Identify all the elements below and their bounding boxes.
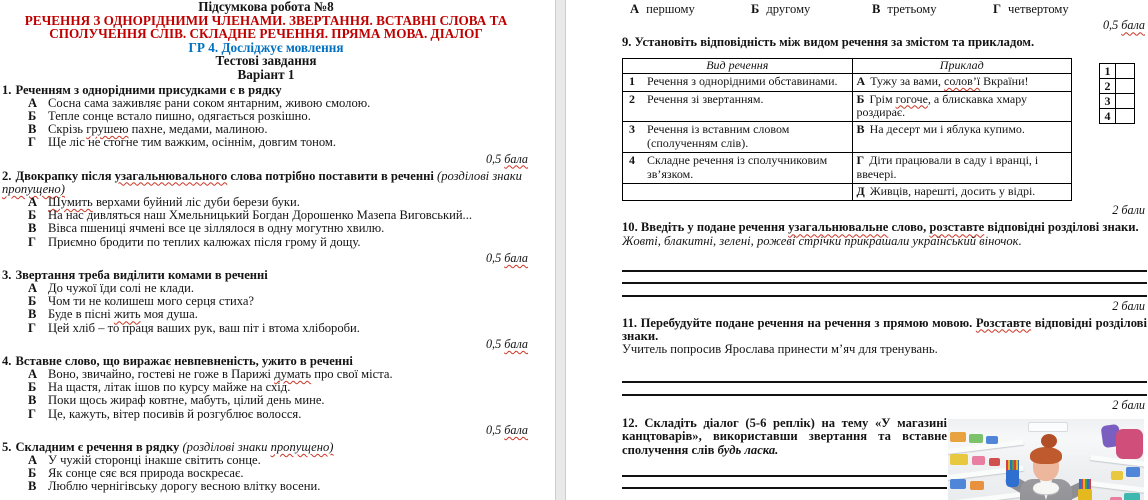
blank-answer-line bbox=[622, 369, 1147, 383]
matching-table-row: 2 Речення зі звертанням. Б Грім гогоче, а блискавка хмару роздирає. bbox=[623, 91, 1072, 122]
photo-girl-hair-bun bbox=[1041, 434, 1057, 448]
matching-table-row: 3 Речення із вставним словом (сполученням слів). В На десерт ми і яблука купимо. bbox=[623, 122, 1072, 153]
answer-grid-cell bbox=[1116, 108, 1135, 123]
answer-option: Б другому bbox=[751, 2, 811, 16]
question-11-sentence: Учитель попросив Ярослава принести м’яч для тренувань. bbox=[622, 342, 938, 357]
matching-table-header-kind: Вид речення bbox=[623, 58, 853, 73]
question-prompt: 2. Двокрапку після узагальнювального слова потрібно поставити в реченні (розділові знаки пропущено) bbox=[2, 168, 522, 196]
answer-option: В Вівса пшениці ячмені все це зіллялося в одну могутню хвилю. bbox=[28, 221, 385, 236]
answer-grid: 1 2 3 4 bbox=[1099, 63, 1135, 124]
matching-table-row: Д Живців, нарешті, досить у відрі. bbox=[623, 184, 1072, 201]
question-8-options-row bbox=[622, 0, 1147, 16]
question-10-prompt: 10. Введіть у подане речення узагальнювальне слово, розставте відповідні розділові знаки. bbox=[622, 220, 1139, 235]
answer-option: Г Ще ліс не стогне тим важким, осіннім, довгим тоном. bbox=[28, 135, 337, 150]
matching-table bbox=[622, 58, 1072, 202]
answer-option: Б На щастя, літак ішов по курсу майже на схід. bbox=[28, 380, 291, 395]
photo-blue-cup bbox=[1006, 470, 1019, 487]
answer-option: Б Тепле сонце встало пишно, одягається розкішно. bbox=[28, 108, 311, 123]
doc-topic-heading: РЕЧЕННЯ З ОДНОРІДНИМИ ЧЛЕНАМИ. ЗВЕРТАННЯ. ВСТАВНІ СЛОВА ТА СПОЛУЧЕННЯ СЛІВ. СКЛАДНЕ РЕЧЕННЯ. ПРЯМА МОВА. ДІАЛОГ bbox=[24, 12, 508, 42]
photo-item bbox=[1124, 493, 1140, 500]
answer-option: В третьому bbox=[872, 2, 937, 16]
photo-item bbox=[989, 458, 1000, 466]
score-label: 2 бали bbox=[1112, 298, 1145, 313]
photo-shelf bbox=[948, 492, 1024, 500]
answer-option: Г Це, кажуть, вітер посивів й розгублює волосся. bbox=[28, 406, 302, 421]
answer-blanks bbox=[622, 259, 1147, 296]
photo-girl-hair bbox=[1030, 447, 1062, 464]
answer-option: А До чужої їди солі не клади. bbox=[28, 281, 195, 295]
doc-title: Підсумкова робота №8 bbox=[198, 0, 334, 14]
photo-yellow-cup bbox=[1078, 489, 1092, 500]
blank-answer-line bbox=[622, 259, 1147, 271]
answer-option: А Воно, звичайно, гостеві не гоже в Парижі думать про свої міста. bbox=[28, 367, 393, 382]
photo-backpack bbox=[1116, 429, 1143, 459]
photo-item bbox=[972, 456, 985, 465]
photo-item bbox=[969, 434, 983, 443]
matching-table-row: 4 Складне речення із сполучниковим зв’язком. Г Діти працювали в саду і вранці, і ввечері. bbox=[623, 153, 1072, 184]
photo-ceiling-light bbox=[1028, 422, 1068, 432]
score-label: 2 бали bbox=[1112, 203, 1145, 218]
answer-option: Б На нас дивляться наш Хмельницький Богдан Дорошенко Мазепа Виговський... bbox=[28, 208, 472, 223]
question bbox=[2, 269, 530, 351]
answer-option: А У чужій сторонці інакше світить сонце. bbox=[28, 453, 261, 468]
page-divider bbox=[555, 0, 566, 500]
question-9-prompt: 9. Установіть відповідність між видом речення за змістом та прикладом. bbox=[622, 35, 1035, 50]
answer-blanks bbox=[622, 369, 1147, 396]
photo-girl-bow bbox=[1033, 482, 1059, 494]
photo-item bbox=[1126, 467, 1140, 477]
stationery-store-photo bbox=[948, 419, 1144, 500]
answer-option: В Поки щось жираф ковтне, мабуть, цілий день мине. bbox=[28, 393, 325, 408]
left-page bbox=[2, 0, 530, 494]
question bbox=[2, 441, 530, 494]
answer-option: В Скрізь грушею пахне, медами, малиною. bbox=[28, 122, 268, 137]
question bbox=[2, 355, 530, 437]
question-11-prompt: 11. Перебудуйте подане речення на речення з прямою мовою. Розставте відповідні розділові знаки. bbox=[622, 315, 1147, 344]
blank-answer-line bbox=[622, 477, 947, 490]
score-label: 2 бали bbox=[1112, 398, 1145, 413]
question-9-body bbox=[622, 58, 1147, 202]
answer-option: В Люблю чернігівську дорогу весною влітку восени. bbox=[28, 479, 321, 494]
question-prompt: 5. Складним є речення в рядку (розділові знаки пропущено) bbox=[2, 439, 334, 454]
photo-item bbox=[970, 481, 984, 490]
answer-blanks bbox=[622, 464, 947, 500]
doc-section-heading: Тестові завдання bbox=[215, 53, 317, 69]
question-12-block bbox=[622, 416, 1147, 500]
questions-list bbox=[2, 84, 530, 494]
answer-option: Г Цей хліб – то праця ваших рук, ваш піт і втома хлібороби. bbox=[28, 320, 360, 335]
score-label: 0,5 бала bbox=[1102, 18, 1145, 33]
blank-answer-line bbox=[622, 489, 947, 500]
photo-item bbox=[986, 436, 998, 444]
photo-item bbox=[950, 479, 966, 489]
matching-table-header-example: Приклад bbox=[852, 58, 1071, 73]
blank-answer-line bbox=[622, 383, 1147, 397]
answer-option: А першому bbox=[630, 2, 695, 16]
photo-item bbox=[950, 432, 966, 442]
answer-option: А Шумить верхами буйний ліс дуби берези буки. bbox=[28, 194, 300, 209]
blank-answer-line bbox=[622, 464, 947, 477]
answer-grid-cell bbox=[1116, 63, 1135, 78]
answer-option: Г Приємно бродити по теплих калюжах після грому й дощу. bbox=[28, 234, 361, 249]
question-prompt: 3. Звертання треба виділити комами в реченні bbox=[2, 267, 268, 282]
answer-option: Б Чом ти не колишеш мого серця стиха? bbox=[28, 294, 255, 309]
question-prompt: 4. Вставне слово, що виражає невпевненість, ужито в реченні bbox=[2, 353, 353, 368]
blank-answer-line bbox=[622, 272, 1147, 284]
question-prompt: 1. Реченням з однорідними присудками є в рядку bbox=[2, 82, 282, 97]
photo-item bbox=[950, 454, 968, 465]
answer-option: Г четвертому bbox=[993, 2, 1069, 16]
right-page bbox=[622, 0, 1147, 500]
doc-group-heading: ГР 4. Досліджує мовлення bbox=[188, 39, 344, 55]
doc-variant-heading: Варіант 1 bbox=[237, 66, 295, 82]
answer-grid-cell bbox=[1116, 93, 1135, 108]
blank-answer-line bbox=[622, 284, 1147, 296]
score-label: 0,5 бала bbox=[485, 422, 528, 437]
question bbox=[2, 170, 530, 265]
answer-option: В Буде в пісні жить моя душа. bbox=[28, 307, 198, 322]
question-10-sentence: Жовті, блакитні, зелені, рожеві стрічки прикрашали український віночок. bbox=[622, 233, 1022, 248]
photo-item bbox=[1111, 471, 1123, 480]
question-12-prompt: 12. Складіть діалог (5-6 реплік) на тему «У магазині канцтоварів», використавши звертання та вставне сполучення слів будь ласка. bbox=[622, 416, 947, 457]
answer-option: А Сосна сама заживляє рани соком янтарним, живою смолою. bbox=[28, 95, 371, 110]
score-label: 0,5 бала bbox=[485, 336, 528, 351]
answer-grid-cell bbox=[1116, 78, 1135, 93]
matching-table-row: 1 Речення з однорідними обставинами. А Тужу за вами, солов’ї Вкраїни! bbox=[623, 74, 1072, 91]
score-label: 0,5 бала bbox=[485, 151, 528, 166]
answer-option: Б Як сонце сяє вся природа воскресає. bbox=[28, 466, 244, 481]
score-label: 0,5 бала bbox=[485, 250, 528, 265]
question bbox=[2, 84, 530, 166]
